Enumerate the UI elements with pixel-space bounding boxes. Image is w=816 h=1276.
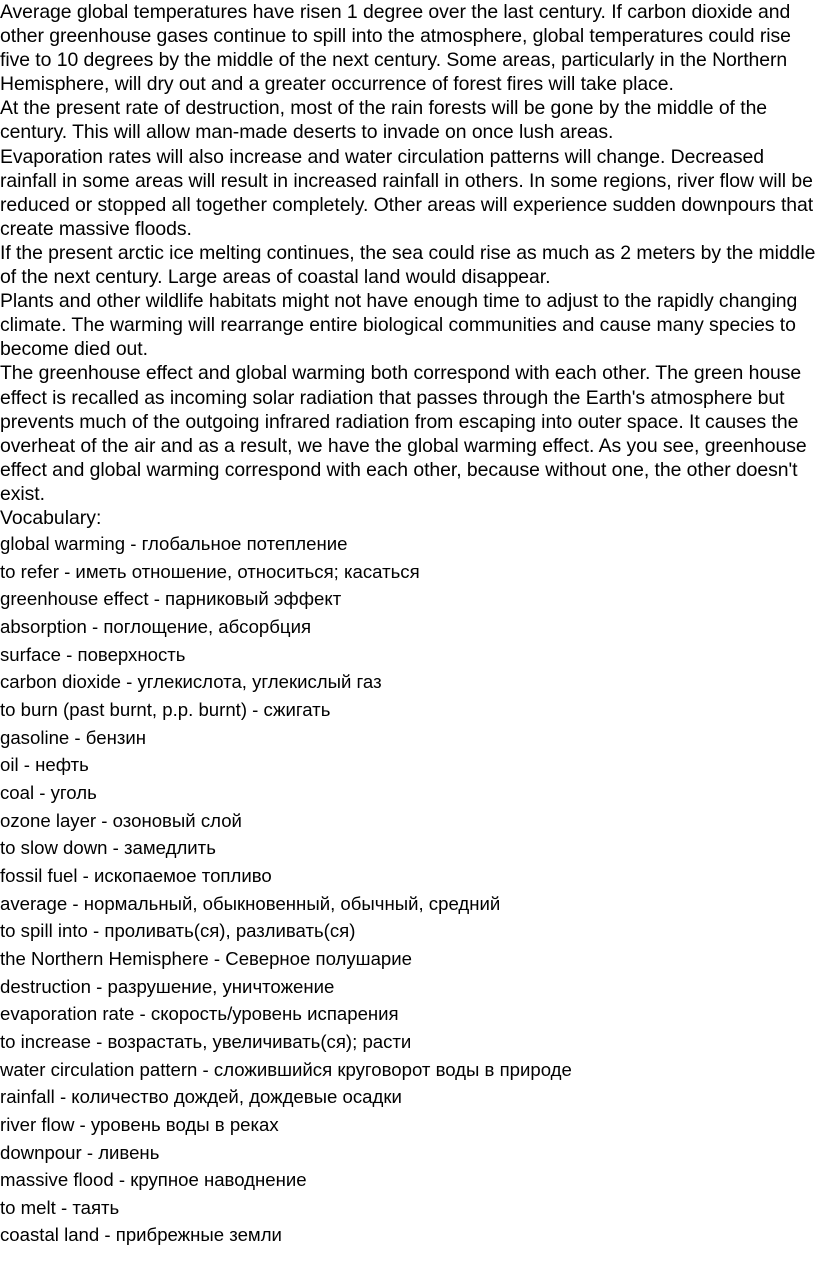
- vocabulary-item: the Northern Hemisphere - Северное полушарие: [0, 947, 412, 969]
- vocabulary-item: to melt - таять: [0, 1196, 120, 1218]
- vocabulary-item: global warming - глобальное потепление: [0, 533, 348, 555]
- article-body: [0, 0, 816, 506]
- vocabulary-item: coastal land - прибрежные земли: [0, 1224, 282, 1246]
- vocabulary-item: evaporation rate - скорость/уровень испарения: [0, 1003, 399, 1025]
- vocabulary-item: to increase - возрастать, увеличивать(ся); расти: [0, 1030, 412, 1052]
- vocabulary-item: oil - нефть: [0, 754, 89, 776]
- paragraph-greenhouse-effect: The greenhouse effect and global warming both correspond with each other. The green house effect is recalled as incoming solar radiation that passes through the Earth's atmosphere but prevents much of the outgoing infrared radiation from escaping into outer space. It causes the overheat of the air and as a result, we have the global warming effect. As you see, greenhouse effect and global warming correspond with each other, because without one, the other doesn't exist.: [0, 362, 807, 505]
- paragraph-wildlife: Plants and other wildlife habitats might not have enough time to adjust to the rapidly changing climate. The warming will rearrange entire biological communities and cause many species to become died out.: [0, 290, 798, 361]
- vocabulary-item: massive flood - крупное наводнение: [0, 1169, 307, 1191]
- vocabulary-heading: Vocabulary:: [0, 506, 102, 529]
- vocabulary-item: surface - поверхность: [0, 643, 186, 665]
- vocabulary-list: [0, 530, 816, 1249]
- vocabulary-item: water circulation pattern - сложившийся круговорот воды в природе: [0, 1058, 572, 1080]
- vocabulary-item: greenhouse effect - парниковый эффект: [0, 588, 342, 610]
- vocabulary-section: [0, 506, 816, 1249]
- vocabulary-item: ozone layer - озоновый слой: [0, 809, 242, 831]
- paragraph-temperatures: Average global temperatures have risen 1 degree over the last century. If carbon dioxide and other greenhouse gases continue to spill into the atmosphere, global temperatures could rise five to 10 degrees by the middle of the next century. Some areas, particularly in the Northern Hemisphere, will dry out and a greater occurrence of forest fires will take place.: [0, 1, 791, 96]
- vocabulary-item: gasoline - бензин: [0, 726, 147, 748]
- vocabulary-item: fossil fuel - ископаемое топливо: [0, 864, 272, 886]
- vocabulary-item: coal - уголь: [0, 781, 97, 803]
- vocabulary-item: carbon dioxide - углекислота, углекислый газ: [0, 671, 382, 693]
- paragraph-arctic-ice: If the present arctic ice melting continues, the sea could rise as much as 2 meters by the middle of the next century. Large areas of coastal land would disappear.: [0, 241, 816, 289]
- vocabulary-item: downpour - ливень: [0, 1141, 160, 1163]
- vocabulary-item: absorption - поглощение, абсорбция: [0, 616, 312, 638]
- vocabulary-item: average - нормальный, обыкновенный, обычный, средний: [0, 892, 501, 914]
- vocabulary-item: to spill into - проливать(ся), разливать(ся): [0, 920, 356, 942]
- vocabulary-item: destruction - разрушение, уничтожение: [0, 975, 335, 997]
- paragraph-rain-forests: At the present rate of destruction, most of the rain forests will be gone by the middle of the century. This will allow man-made deserts to invade on once lush areas.: [0, 97, 768, 144]
- vocabulary-item: rainfall - количество дождей, дождевые осадки: [0, 1086, 402, 1108]
- vocabulary-item: to burn (past burnt, p.p. burnt) - сжигать: [0, 699, 331, 720]
- paragraph-evaporation: Evaporation rates will also increase and water circulation patterns will change. Decreased rainfall in some areas will result in increased rainfall in others. In some regions, river flow will be reduced or stopped all together completely. Other areas will experience sudden downpours that create massive floods.: [0, 145, 814, 240]
- vocabulary-item: river flow - уровень воды в реках: [0, 1113, 279, 1135]
- vocabulary-item: to refer - иметь отношение, относиться; касаться: [0, 560, 420, 582]
- vocabulary-item: to slow down - замедлить: [0, 837, 216, 859]
